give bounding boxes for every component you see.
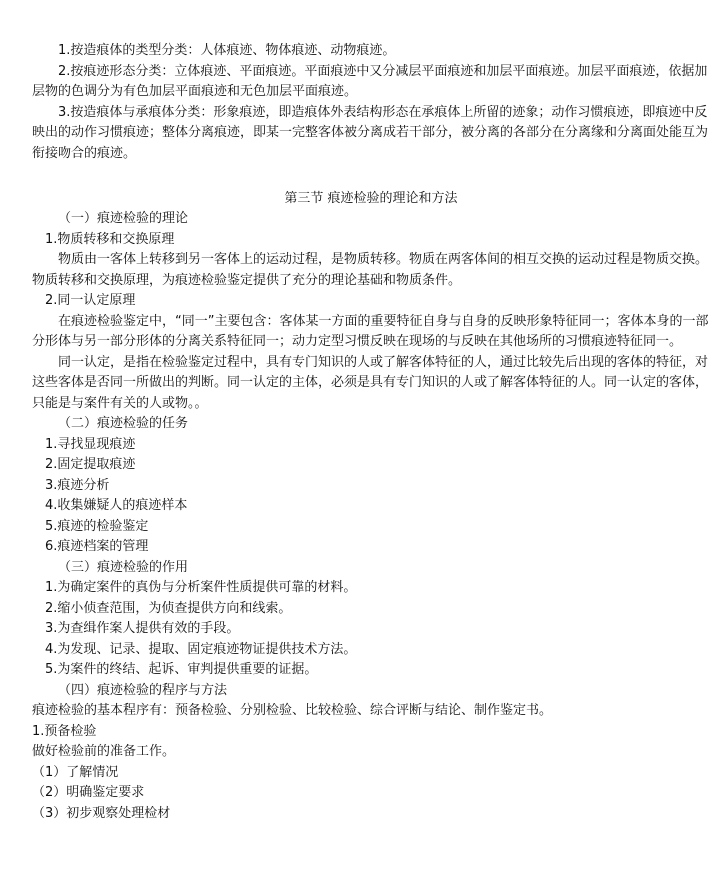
section-title [32, 189, 710, 210]
body-line-4: 2.同一认定原理 [45, 293, 136, 308]
body-line-25: （2）明确鉴定要求 [32, 785, 145, 800]
body-line-9: 2.固定提取痕迹 [45, 457, 136, 472]
body-line-8: 1.寻找显现痕迹 [45, 436, 136, 452]
body-line-19: 5.为案件的终结、起诉、审判提供重要的证据。 [45, 662, 318, 677]
intro-paragraph-2: 2.按痕迹形态分类：立体痕迹、平面痕迹。平面痕迹中又分减层平面痕迹和加层平面痕迹。加层平面痕迹，依据加层物的色调分为有色加层平面痕迹和无色加层平面痕迹。 [32, 63, 708, 99]
body-line-22: 1.预备检验 [32, 723, 97, 739]
body-line-24: （1）了解情况 [32, 764, 119, 780]
body-line-12: 5.痕迹的检验鉴定 [45, 518, 149, 534]
body-block [32, 209, 710, 824]
section-title-text: 第三节 痕迹检验的理论和方法 [284, 191, 458, 206]
body-line-26: （3）初步观察处理检材 [32, 805, 171, 821]
body-line-5: 在痕迹检验鉴定中，“同一”主要包含：客体某一方面的重要特征自身与自身的反映形象特征同一；客体本身的一部分形体与另一部分形体的分离关系特征同一；动力定型习惯反映在现场的与反映在其他场所的习惯痕迹特征同一。 [32, 313, 709, 349]
intro-paragraph-3: 3.按造痕体与承痕体分类：形象痕迹，即造痕体外表结构形态在承痕体上所留的迹象；动作习惯痕迹，即痕迹中反映出的动作习惯痕迹；整体分离痕迹，即某一完整客体被分离成若干部分，被分离的各部分在分离缘和分离面处能互为衔接吻合的痕迹。 [32, 104, 709, 161]
intro-paragraph-1: 1.按造痕体的类型分类：人体痕迹、物体痕迹、动物痕迹。 [58, 43, 396, 58]
body-line-1: （一）痕迹检验的理论 [58, 211, 189, 226]
body-line-7: （二）痕迹检验的任务 [58, 416, 189, 431]
body-line-11: 4.收集嫌疑人的痕迹样本 [45, 498, 188, 513]
intro-block [32, 41, 710, 164]
body-line-20: （四）痕迹检验的程序与方法 [58, 682, 228, 698]
body-line-13: 6.痕迹档案的管理 [45, 539, 149, 554]
body-line-10: 3.痕迹分析 [45, 477, 110, 493]
body-line-16: 2.缩小侦查范围，为侦查提供方向和线索。 [45, 600, 292, 616]
body-line-21: 痕迹检验的基本程序有：预备检验、分别检验、比较检验、综合评断与结论、制作鉴定书。 [32, 703, 553, 718]
body-line-17: 3.为查缉作案人提供有效的手段。 [45, 621, 240, 636]
body-line-14: （三）痕迹检验的作用 [58, 559, 189, 575]
body-line-15: 1.为确定案件的真伪与分析案件性质提供可靠的材料。 [45, 580, 357, 595]
body-line-2: 1.物质转移和交换原理 [45, 231, 175, 247]
body-line-3: 物质由一客体上转移到另一客体上的运动过程，是物质转移。物质在两客体间的相互交换的运动过程是物质交换。物质转移和交换原理，为痕迹检验鉴定提供了充分的理论基础和物质条件。 [32, 252, 709, 288]
body-line-18: 4.为发现、记录、提取、固定痕迹物证提供技术方法。 [45, 641, 357, 657]
body-line-23: 做好检验前的准备工作。 [32, 744, 176, 759]
body-line-6: 同一认定，是指在检验鉴定过程中，具有专门知识的人或了解客体特征的人，通过比较先后出现的客体的特征，对这些客体是否同一所做出的判断。同一认定的主体，必须是具有专门知识的人或了解客体特征的人。同一认定的客体，只能是与案件有关的人或物。。 [32, 354, 709, 411]
